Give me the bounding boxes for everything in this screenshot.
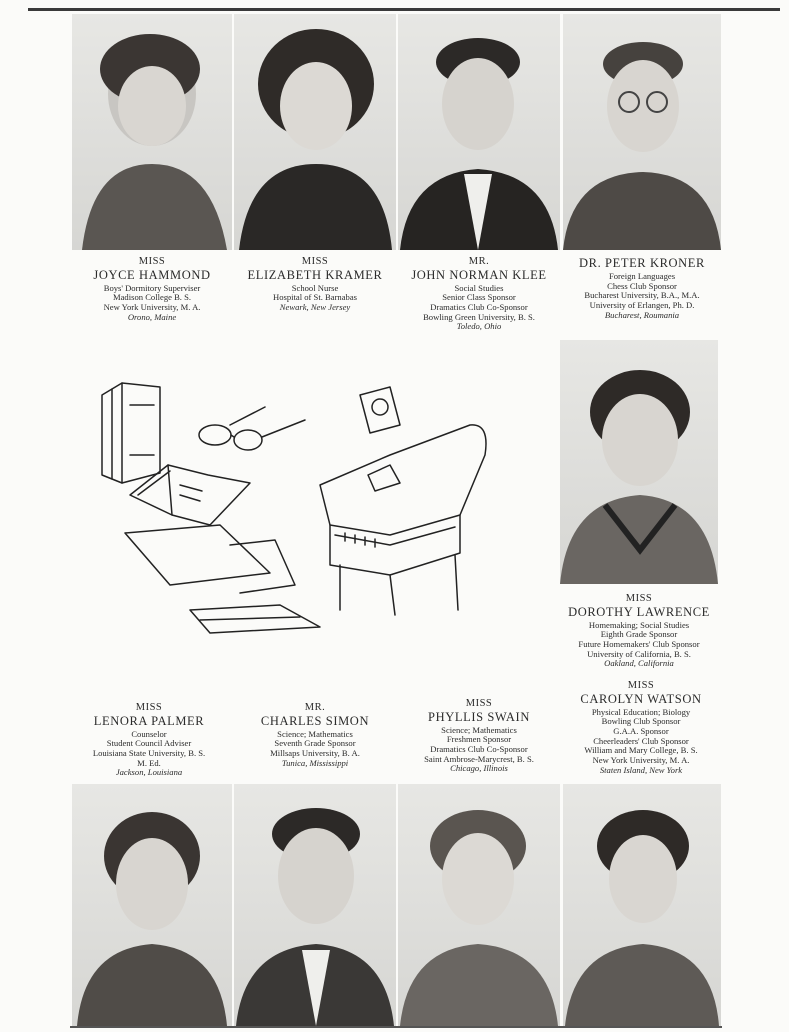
caption-line: Dramatics Club Co-Sponsor [430,744,528,754]
caption-line: Boys' Dormitory Superviser [103,282,201,293]
caption-line: Science; Mathematics [277,728,353,739]
caption-line: Madison College B. S. [112,292,192,303]
caption-hammond [72,256,232,322]
caption-line: Freshmen Sponsor [446,734,512,745]
caption-hometown: Orono, Maine [127,311,177,322]
glasses-sketch-icon [199,407,305,450]
caption-simon [234,702,396,768]
caption-line: Cheerleaders' Club Sponsor [593,735,689,746]
caption-name: JOHN NORMAN KLEE [411,267,547,282]
caption-line: G.A.A. Sponsor [613,726,669,736]
portrait-photo [398,784,560,1026]
caption-line: Bucharest University, B.A., M.A. [584,290,700,301]
caption-line: Senior Class Sponsor [442,292,516,303]
caption-title: MR. [468,256,490,267]
caption-hometown: Newark, New Jersey [279,302,351,312]
caption-kroner [563,256,721,320]
caption-line: Social Studies [454,282,504,293]
portrait-photo [234,14,396,250]
caption-swain [398,698,560,774]
caption-line: Science; Mathematics [441,724,517,735]
caption-name: ELIZABETH KRAMER [247,267,383,282]
caption-line: Physical Education; Biology [591,706,691,717]
caption-line: School Nurse [291,282,339,293]
caption-line: William and Mary College, B. S. [584,745,698,756]
piano-sketch-icon [320,387,486,615]
caption-title: MISS [625,593,653,604]
caption-title: MISS [301,256,329,267]
caption-title: MISS [135,702,163,713]
caption-name: CHARLES SIMON [260,713,370,728]
caption-line: M. Ed. [137,757,161,768]
caption-line: Homemaking; Social Studies [588,619,690,630]
portrait-photo [563,784,721,1026]
bottom-border [70,1026,722,1028]
caption-line: Bowling Club Sponsor [601,716,681,727]
caption-hometown: Chicago, Illinois [450,763,508,774]
caption-name: DR. PETER KRONER [579,256,705,270]
caption-name: PHYLLIS SWAIN [428,709,530,724]
top-border [28,8,780,11]
caption-title: MISS [627,680,655,691]
caption-line: Millsaps University, B. A. [270,748,360,758]
books-sketch-icon [102,383,160,483]
caption-watson [556,680,726,775]
caption-hometown: Tunica, Mississippi [281,757,349,768]
open-book-sketch-icon [130,465,250,525]
caption-name: DOROTHY LAWRENCE [568,604,710,619]
caption-name: LENORA PALMER [93,713,205,728]
caption-line: New York University, M. A. [592,754,690,765]
portrait-photo [72,14,232,250]
caption-title: MISS [138,256,166,267]
portrait-photo [234,784,396,1026]
caption-line: Student Council Adviser [106,738,192,749]
caption-line: Chess Club Sponsor [607,280,677,291]
caption-line: Eighth Grade Sponsor [600,629,678,640]
caption-kramer [234,256,396,313]
caption-line: Saint Ambrose-Marycrest, B. S. [424,753,534,764]
caption-hometown: Jackson, Louisiana [115,767,183,778]
caption-name: CAROLYN WATSON [580,691,702,706]
caption-line: Counselor [131,728,167,739]
caption-hometown: Staten Island, New York [599,764,683,775]
caption-line: Future Homemakers' Club Sponsor [578,639,700,649]
caption-lawrence [556,593,722,669]
caption-line: Louisiana State University, B. S. [92,748,206,758]
caption-line: Bowling Green University, B. S. [423,311,535,322]
caption-line: University of Erlangen, Ph. D. [589,299,695,310]
caption-hometown: Toledo, Ohio [456,321,502,332]
caption-hometown: Oakland, California [604,658,674,669]
sketch-illustration [90,365,510,650]
portrait-photo [72,784,232,1026]
caption-line: New York University, M. A. [103,302,201,312]
caption-line: Foreign Languages [608,271,676,281]
caption-line: Dramatics Club Co-Sponsor [430,302,528,312]
portrait-photo [563,14,721,250]
caption-klee [398,256,560,332]
caption-line: Hospital of St. Barnabas [272,292,358,303]
caption-title: MISS [465,698,493,709]
portrait-photo [560,340,718,584]
portrait-photo [398,14,560,250]
caption-line: University of California, B. S. [587,648,691,659]
caption-name: JOYCE HAMMOND [93,267,211,282]
caption-line: Seventh Grade Sponsor [274,738,356,749]
caption-title: MR. [304,702,326,713]
caption-palmer [66,702,232,778]
papers-sketch-icon [125,525,320,633]
caption-hometown: Bucharest, Roumania [604,309,680,320]
